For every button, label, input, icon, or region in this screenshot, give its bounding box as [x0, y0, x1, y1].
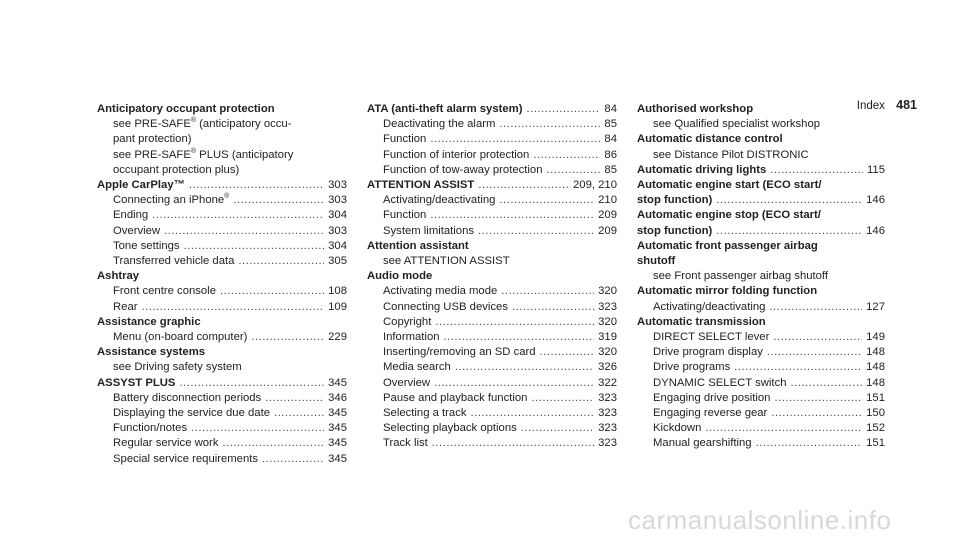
dot-leader — [191, 421, 324, 436]
index-subentry — [97, 391, 347, 406]
index-subentry — [367, 421, 617, 436]
index-subentry — [97, 224, 347, 239]
index-subentry — [97, 254, 347, 269]
entry-text: Function/notes — [113, 422, 188, 435]
entry-text: Overview — [383, 376, 431, 389]
entry-text: Connecting USB devices — [383, 300, 508, 313]
dot-leader — [262, 452, 324, 467]
entry-text: see ATTENTION ASSIST — [383, 255, 510, 268]
page-reference: 152 — [866, 422, 885, 435]
entry-text: Media search — [383, 361, 451, 374]
page-reference: 150 — [866, 407, 885, 420]
dot-leader — [152, 208, 324, 223]
index-subentry — [97, 284, 347, 299]
index-subentry — [367, 315, 617, 330]
dot-leader — [716, 224, 862, 239]
index-heading — [97, 345, 347, 360]
dot-leader — [238, 254, 324, 269]
page-reference: 146 — [866, 224, 885, 237]
index-reference — [97, 117, 347, 132]
index-heading — [367, 102, 617, 117]
page-reference: 151 — [866, 437, 885, 450]
page-reference: 345 — [328, 422, 347, 435]
dot-leader — [220, 284, 324, 299]
index-subentry — [367, 391, 617, 406]
page-reference: 108 — [328, 285, 347, 298]
entry-text: Drive programs — [653, 361, 731, 374]
dot-leader — [164, 224, 324, 239]
index-subentry — [97, 436, 347, 451]
entry-text: Regular service work — [113, 437, 219, 450]
entry-text: see Front passenger airbag shutoff — [653, 270, 829, 283]
dot-leader — [501, 284, 594, 299]
entry-text: Tone settings — [113, 239, 180, 252]
index-subentry — [367, 376, 617, 391]
dot-leader — [434, 376, 594, 391]
entry-text: Activating/deactivating — [653, 300, 766, 313]
entry-text: Copyright — [383, 315, 432, 328]
page-reference: 151 — [866, 391, 885, 404]
index-subentry — [367, 330, 617, 345]
entry-text: Assistance systems — [97, 346, 206, 359]
index-heading — [637, 284, 885, 299]
index-subentry — [97, 421, 347, 436]
page-reference: 323 — [598, 300, 617, 313]
index-reference — [97, 148, 347, 163]
entry-text: Front centre console — [113, 285, 216, 298]
index-subentry — [97, 406, 347, 421]
page-reference: 320 — [598, 315, 617, 328]
entry-text: Automatic front passenger airbag — [637, 239, 818, 252]
entry-text: Activating media mode — [383, 285, 498, 298]
entry-text: see PRE-SAFE® (anticipatory occu- — [113, 117, 292, 131]
index-reference — [637, 269, 885, 284]
index-subentry — [97, 239, 347, 254]
page-reference: 84 — [604, 133, 617, 146]
entry-text: Manual gearshifting — [653, 437, 752, 450]
entry-text: see PRE-SAFE® PLUS (anticipatory — [113, 147, 294, 161]
entry-text: see Driving safety system — [113, 361, 242, 374]
entry-text: Selecting playback options — [383, 422, 517, 435]
entry-text: Function — [383, 133, 427, 146]
entry-text: DYNAMIC SELECT switch — [653, 376, 787, 389]
index-heading — [637, 315, 885, 330]
entry-text: Transferred vehicle data — [113, 255, 235, 268]
page-reference: 209 — [598, 224, 617, 237]
entry-text: Ending — [113, 209, 149, 222]
index-subentry — [97, 300, 347, 315]
index-subentry — [637, 376, 885, 391]
page-reference: 209 — [598, 209, 617, 222]
index-reference — [97, 132, 347, 147]
page-reference: 115 — [866, 163, 885, 176]
entry-text: Anticipatory occupant protection — [97, 103, 275, 115]
page-reference: 323 — [598, 437, 617, 450]
dot-leader — [432, 436, 594, 451]
page-reference: 149 — [866, 331, 885, 344]
page-reference: 323 — [598, 422, 617, 435]
dot-leader — [499, 193, 594, 208]
dot-leader — [430, 208, 594, 223]
index-heading-line — [637, 239, 885, 254]
dot-leader — [222, 436, 324, 451]
page-reference: 319 — [598, 331, 617, 344]
page-number: 481 — [896, 98, 917, 112]
page-reference: 346 — [328, 391, 347, 404]
entry-text: pant protection) — [113, 133, 192, 146]
entry-text: occupant protection plus) — [113, 163, 240, 176]
dot-leader — [265, 391, 324, 406]
page-reference: 210 — [598, 194, 617, 207]
page-reference: 148 — [866, 361, 885, 374]
page-reference: 85 — [604, 118, 617, 131]
index-heading — [367, 239, 617, 254]
entry-text: Audio mode — [367, 270, 433, 283]
page-reference: 148 — [866, 376, 885, 389]
page-reference: 322 — [598, 376, 617, 389]
page-reference: 148 — [866, 346, 885, 359]
index-subentry — [367, 360, 617, 375]
index-subentry — [637, 406, 885, 421]
index-subentry — [97, 330, 347, 345]
dot-leader — [455, 360, 594, 375]
entry-text: shutoff — [637, 255, 676, 268]
index-subentry — [637, 391, 885, 406]
index-heading — [97, 102, 347, 117]
entry-text: Function of tow-away protection — [383, 163, 543, 176]
index-heading — [637, 132, 885, 147]
dot-leader — [142, 300, 325, 315]
index-heading — [367, 178, 617, 193]
index-reference — [637, 117, 885, 132]
index-subentry — [97, 452, 347, 467]
index-reference — [97, 360, 347, 375]
index-heading — [637, 224, 885, 239]
entry-text: Ashtray — [97, 270, 140, 283]
dot-leader — [716, 193, 862, 208]
page-reference: 146 — [866, 194, 885, 207]
index-subentry — [637, 436, 885, 451]
dot-leader — [435, 315, 594, 330]
page-reference: 326 — [598, 361, 617, 374]
index-subentry — [97, 193, 347, 208]
dot-leader — [533, 148, 600, 163]
entry-text: Activating/deactivating — [383, 194, 496, 207]
entry-text: Engaging drive position — [653, 391, 771, 404]
dot-leader — [251, 330, 324, 345]
index-subentry — [367, 117, 617, 132]
entry-text: Attention assistant — [367, 239, 469, 252]
dot-leader — [274, 406, 324, 421]
entry-text: Information — [383, 331, 440, 344]
entry-text: Track list — [383, 437, 428, 450]
index-subentry — [367, 148, 617, 163]
entry-text: Automatic mirror folding function — [637, 285, 818, 298]
entry-text: Inserting/removing an SD card — [383, 346, 536, 359]
watermark: carmanualsonline.info — [628, 505, 892, 535]
page-reference: 84 — [604, 103, 617, 115]
dot-leader — [471, 406, 595, 421]
page-reference: 345 — [328, 437, 347, 450]
entry-text: see Qualified specialist workshop — [653, 118, 821, 131]
page-reference: 345 — [328, 376, 347, 389]
dot-leader — [734, 360, 862, 375]
page-reference: 304 — [328, 209, 347, 222]
index-heading — [637, 163, 885, 178]
index-subentry — [367, 224, 617, 239]
entry-text: stop function) — [637, 194, 713, 207]
index-heading — [97, 269, 347, 284]
page-reference: 127 — [866, 300, 885, 313]
index-subentry — [637, 330, 885, 345]
index-heading-line — [637, 208, 885, 223]
dot-leader — [526, 102, 600, 117]
dot-leader — [773, 330, 862, 345]
dot-leader — [531, 391, 594, 406]
dot-leader — [512, 300, 594, 315]
dot-leader — [444, 330, 595, 345]
dot-leader — [791, 376, 863, 391]
index-subentry — [367, 406, 617, 421]
dot-leader — [547, 163, 601, 178]
index-subentry — [367, 132, 617, 147]
index-heading-line — [637, 178, 885, 193]
index-column-1 — [97, 102, 347, 467]
entry-text: Apple CarPlay™ — [97, 179, 185, 192]
index-reference — [367, 254, 617, 269]
dot-leader — [774, 391, 862, 406]
page-reference: 303 — [328, 224, 347, 237]
entry-text: ATA (anti-theft alarm system) — [367, 103, 523, 115]
page-reference: 109 — [328, 300, 347, 313]
entry-text: System limitations — [383, 224, 475, 237]
index-reference — [637, 148, 885, 163]
index-subentry — [637, 345, 885, 360]
entry-text: Drive program display — [653, 346, 763, 359]
index-subentry — [367, 208, 617, 223]
index-subentry — [637, 360, 885, 375]
page-reference: 345 — [328, 452, 347, 465]
entry-text: ATTENTION ASSIST — [367, 179, 475, 192]
entry-text: stop function) — [637, 224, 713, 237]
index-heading — [637, 193, 885, 208]
page-reference: 320 — [598, 346, 617, 359]
entry-text: Automatic engine start (ECO start/ — [637, 179, 822, 192]
entry-text: Automatic distance control — [637, 133, 783, 146]
entry-text: Function of interior protection — [383, 148, 530, 161]
page-reference: 209, 210 — [573, 179, 617, 192]
index-subentry — [367, 300, 617, 315]
index-heading — [637, 254, 885, 269]
dot-leader — [233, 193, 324, 208]
dot-leader — [499, 117, 600, 132]
index-subentry — [637, 300, 885, 315]
page-reference: 85 — [604, 163, 617, 176]
index-heading — [97, 178, 347, 193]
index-column-3 — [637, 102, 885, 452]
page-reference: 323 — [598, 407, 617, 420]
dot-leader — [771, 406, 862, 421]
index-subentry — [367, 436, 617, 451]
page-reference: 86 — [604, 148, 617, 161]
entry-text: ASSYST PLUS — [97, 376, 176, 389]
entry-text: Engaging reverse gear — [653, 407, 768, 420]
page-reference: 303 — [328, 179, 347, 192]
index-heading — [97, 376, 347, 391]
dot-leader — [189, 178, 324, 193]
page-reference: 345 — [328, 407, 347, 420]
entry-text: Automatic engine stop (ECO start/ — [637, 209, 821, 222]
entry-text: Overview — [113, 224, 161, 237]
index-subentry — [367, 193, 617, 208]
entry-text: Function — [383, 209, 427, 222]
entry-text: Automatic driving lights — [637, 163, 767, 176]
page-reference: 305 — [328, 255, 347, 268]
dot-leader — [705, 421, 862, 436]
page-reference: 320 — [598, 285, 617, 298]
entry-text: Rear — [113, 300, 138, 313]
index-heading — [367, 269, 617, 284]
entry-text: see Distance Pilot DISTRONIC — [653, 148, 809, 161]
index-heading — [97, 315, 347, 330]
page-reference: 229 — [328, 331, 347, 344]
index-column-2 — [367, 102, 617, 452]
entry-text: Menu (on-board computer) — [113, 331, 248, 344]
dot-leader — [756, 436, 863, 451]
dot-leader — [184, 239, 325, 254]
index-subentry — [637, 421, 885, 436]
index-reference — [97, 163, 347, 178]
entry-text: Authorised workshop — [637, 103, 754, 115]
entry-text: Selecting a track — [383, 407, 467, 420]
index-heading — [637, 102, 885, 117]
index-subentry — [367, 163, 617, 178]
dot-leader — [430, 132, 600, 147]
index-subentry — [97, 208, 347, 223]
entry-text: Pause and playback function — [383, 391, 528, 404]
entry-text: Connecting an iPhone® — [113, 193, 230, 207]
index-label: Index — [856, 100, 885, 112]
dot-leader — [179, 376, 324, 391]
entry-text: Automatic transmission — [637, 315, 766, 328]
entry-text: Kickdown — [653, 422, 702, 435]
entry-text: Deactivating the alarm — [383, 118, 496, 131]
index-subentry — [367, 345, 617, 360]
dot-leader — [767, 345, 862, 360]
dot-leader — [770, 163, 863, 178]
dot-leader — [521, 421, 594, 436]
entry-text: DIRECT SELECT lever — [653, 331, 770, 344]
dot-leader — [478, 178, 569, 193]
dot-leader — [540, 345, 595, 360]
entry-text: Assistance graphic — [97, 315, 201, 328]
dot-leader — [478, 224, 594, 239]
entry-text: Displaying the service due date — [113, 407, 270, 420]
index-subentry — [367, 284, 617, 299]
page-reference: 323 — [598, 391, 617, 404]
dot-leader — [769, 300, 862, 315]
page-reference: 304 — [328, 239, 347, 252]
entry-text: Special service requirements — [113, 452, 259, 465]
page-reference: 303 — [328, 194, 347, 207]
entry-text: Battery disconnection periods — [113, 391, 262, 404]
